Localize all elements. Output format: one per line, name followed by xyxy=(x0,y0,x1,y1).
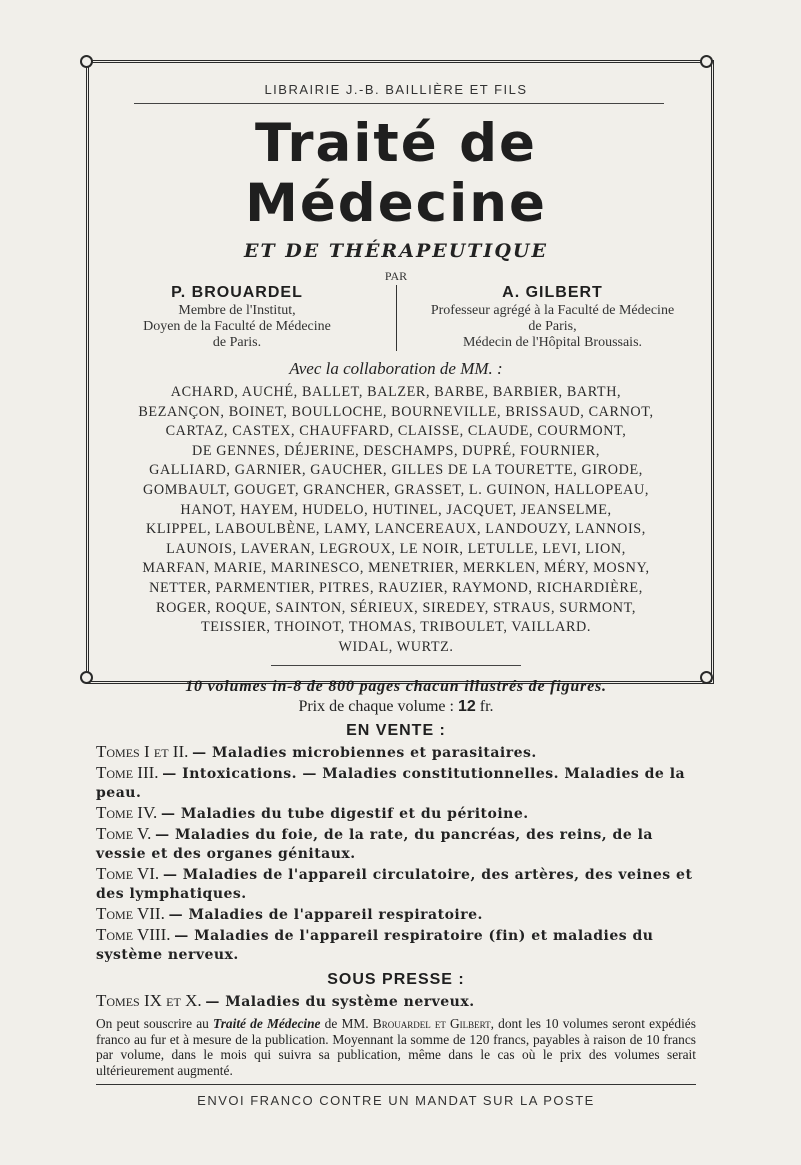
collaborators-line: CARTAZ, CASTEX, CHAUFFARD, CLAISSE, CLAUDE, COURMONT, xyxy=(165,423,627,440)
author-title: Médecin de l'Hôpital Broussais. xyxy=(462,335,643,350)
collaborators-list xyxy=(96,383,696,657)
author-title: Membre de l'Institut, xyxy=(178,303,296,318)
tome-entry xyxy=(96,803,696,824)
authors xyxy=(96,285,696,351)
tome-entry xyxy=(96,991,696,1012)
note-text: On peut souscrire au xyxy=(96,1016,209,1032)
tome-entry xyxy=(96,763,696,803)
corner-ornament xyxy=(700,671,713,684)
shipping-note: ENVOI FRANCO CONTRE UN MANDAT SUR LA POSTE xyxy=(197,1093,595,1109)
price-line xyxy=(96,698,696,716)
page-title: Traité de Médecine xyxy=(245,113,547,234)
divider xyxy=(271,665,521,666)
author-title: de Paris. xyxy=(212,335,262,350)
note-text: dont les 10 volumes seront expédiés franco au fur et à mesure de la publication. Moyennant la somme de 120 francs, payables à raison de 10 francs par volume, dans le mois qui suivra sa publication, même dans le cas où le prix des volumes serait ultérieurement augmenté. xyxy=(96,1016,696,1078)
collaborators-line: KLIPPEL, LABOULBÈNE, LAMY, LANCEREAUX, LANDOUZY, LANNOIS, xyxy=(146,521,646,538)
collaborators-line: DE GENNES, DÉJERINE, DESCHAMPS, DUPRÉ, FOURNIER, xyxy=(192,442,600,459)
author-name: A. GILBERT xyxy=(502,284,603,301)
price-amount: 12 xyxy=(457,698,476,716)
collaboration-heading: Avec la collaboration de MM. : xyxy=(289,359,503,378)
tomes-in-press xyxy=(96,991,696,1012)
author-brouardel xyxy=(96,285,396,351)
corner-ornament xyxy=(700,55,713,68)
divider xyxy=(96,1084,696,1085)
tome-text: — Maladies de l'appareil respiratoire (fin) et maladies du système nerveux. xyxy=(96,928,654,964)
note-text: de MM. xyxy=(324,1016,369,1032)
tome-label: Tome VI. xyxy=(96,864,160,884)
subtitle: ET DE THÉRAPEUTIQUE xyxy=(244,240,548,262)
publisher: LIBRAIRIE J.-B. BAILLIÈRE ET FILS xyxy=(264,82,528,97)
author-name: P. BROUARDEL xyxy=(171,284,303,301)
volumes-line: 10 volumes in-8 de 800 pages chacun illustrés de figures. xyxy=(185,678,607,696)
tome-label: Tomes I et II. xyxy=(96,742,189,762)
author-title: Professeur agrégé à la Faculté de Médecine xyxy=(430,303,675,318)
tome-label: Tome VII. xyxy=(96,904,165,924)
author-gilbert xyxy=(396,285,696,351)
author-title: de Paris, xyxy=(528,319,577,334)
tome-label: Tome VIII. xyxy=(96,925,171,945)
divider xyxy=(134,103,664,104)
tome-text: — Maladies du tube digestif et du péritoine. xyxy=(161,806,529,823)
tome-entry xyxy=(96,925,696,965)
subscription-note xyxy=(96,1016,696,1078)
corner-ornament xyxy=(80,671,93,684)
note-work-title: Traité de Médecine xyxy=(213,1016,321,1032)
tome-label: Tome III. xyxy=(96,763,159,783)
collaborators-line: GALLIARD, GARNIER, GAUCHER, GILLES DE LA TOURETTE, GIRODE, xyxy=(149,462,643,479)
en-vente-heading: EN VENTE : xyxy=(346,722,446,740)
corner-ornament xyxy=(80,55,93,68)
collaborators-line: MARFAN, MARIE, MARINESCO, MENETRIER, MERKLEN, MÉRY, MOSNY, xyxy=(142,560,650,577)
tome-label: Tome IV. xyxy=(96,803,158,823)
collaborators-line: LAUNOIS, LAVERAN, LEGROUX, LE NOIR, LETULLE, LEVI, LION, xyxy=(166,540,626,557)
advertisement xyxy=(96,60,696,1108)
tome-text: — Maladies du foie, de la rate, du pancréas, des reins, de la vessie et des organes génitaux. xyxy=(96,827,653,863)
tome-text: — Intoxications. — Maladies constitutionnelles. Maladies de la peau. xyxy=(96,766,686,802)
tome-entry xyxy=(96,864,696,904)
tome-label: Tomes IX et X. xyxy=(96,991,202,1011)
tome-text: — Maladies de l'appareil circulatoire, des artères, des veines et des lymphatiques. xyxy=(96,867,693,903)
collaborators-line: GOMBAULT, GOUGET, GRANCHER, GRASSET, L. GUINON, HALLOPEAU, xyxy=(143,481,649,498)
tome-text: — Maladies microbiennes et parasitaires. xyxy=(192,745,537,762)
tome-label: Tome V. xyxy=(96,824,152,844)
price-prefix: Prix de chaque volume : xyxy=(298,698,454,716)
tome-entry xyxy=(96,824,696,864)
tome-text: — Maladies du système nerveux. xyxy=(205,994,475,1011)
collaborators-line: TEISSIER, THOINOT, THOMAS, TRIBOULET, VAILLARD. xyxy=(200,619,592,636)
collaborators-line: ROGER, ROQUE, SAINTON, SÉRIEUX, SIREDEY, STRAUS, SURMONT, xyxy=(156,599,636,616)
collaborators-line: WIDAL, WURTZ. xyxy=(338,638,454,655)
author-title: Doyen de la Faculté de Médecine xyxy=(143,319,331,334)
par-label: PAR xyxy=(384,269,408,283)
tome-text: — Maladies de l'appareil respiratoire. xyxy=(168,907,483,924)
collaborators-line: BEZANÇON, BOINET, BOULLOCHE, BOURNEVILLE, BRISSAUD, CARNOT, xyxy=(138,403,654,420)
collaborators-line: NETTER, PARMENTIER, PITRES, RAUZIER, RAYMOND, RICHARDIÈRE, xyxy=(149,579,643,596)
tomes-on-sale xyxy=(96,742,696,965)
tome-entry xyxy=(96,742,696,763)
collaborators-line: HANOT, HAYEM, HUDELO, HUTINEL, JACQUET, JEANSELME, xyxy=(180,501,612,518)
collaborators-line: ACHARD, AUCHÉ, BALLET, BALZER, BARBE, BARBIER, BARTH, xyxy=(170,384,622,400)
price-unit: fr. xyxy=(479,698,494,716)
sous-presse-heading: SOUS PRESSE : xyxy=(327,971,465,989)
note-author-names: Brouardel et Gilbert, xyxy=(372,1016,494,1032)
tome-entry xyxy=(96,904,696,925)
